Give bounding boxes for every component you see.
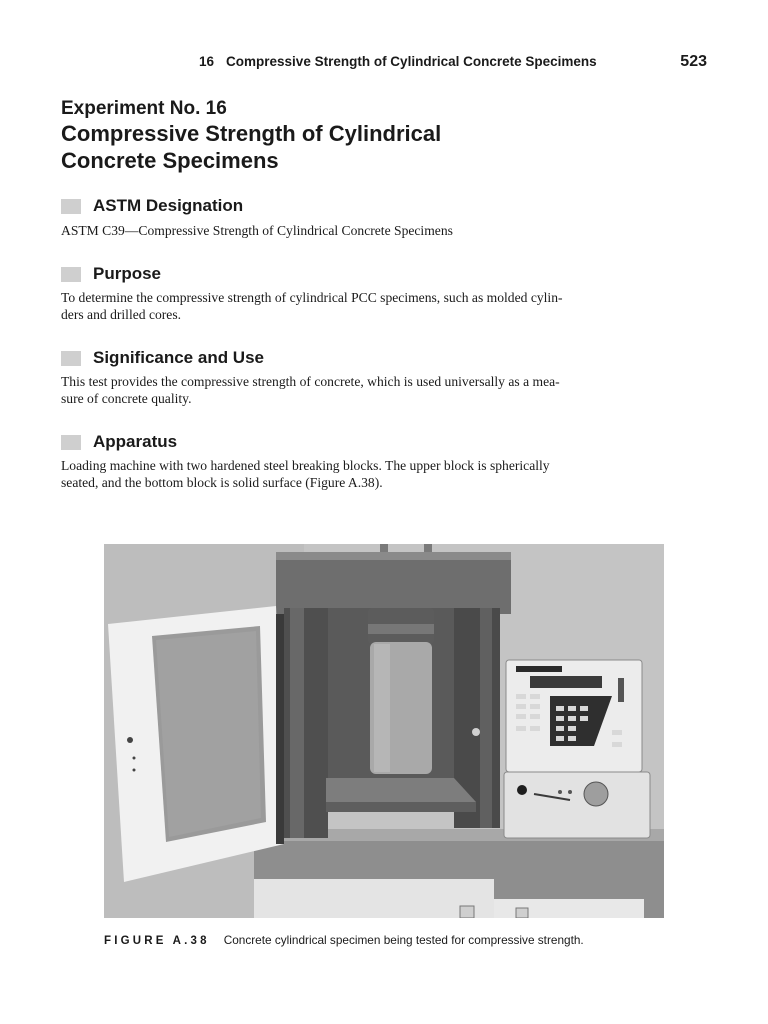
outlet-box (516, 908, 528, 918)
experiment-title (61, 120, 541, 174)
running-head (199, 53, 707, 71)
readout-brand-label (516, 666, 562, 672)
significance-text-line-1: This test provides the compressive strength of concrete, which is used universally as a mea- (61, 374, 560, 389)
experiment-label: Experiment No. 16 (61, 98, 227, 119)
experiment-title-line-2: Concrete Specimens (61, 148, 279, 173)
section-heading-label: Purpose (93, 264, 162, 283)
figure-caption (104, 933, 584, 947)
control-knob (517, 785, 527, 795)
section-heading-purpose (61, 264, 161, 284)
figure-label: FIGURE A.38 (104, 935, 210, 947)
lower-platen-edge (326, 802, 476, 812)
experiment-title-line-1: Compressive Strength of Cylindrical (61, 121, 442, 146)
column-left-highlight (290, 608, 304, 838)
section-heading-significance-and-use (61, 348, 264, 368)
astm-designation-text: ASTM C39—Compressive Strength of Cylindrical Concrete Specimens (61, 223, 453, 238)
section-marker (61, 267, 81, 282)
purpose-text-line-2: ders and drilled cores. (61, 307, 182, 322)
door-rivet (133, 757, 136, 760)
section-heading-label: ASTM Designation (93, 196, 244, 215)
significance-text-line-2: sure of concrete quality. (61, 391, 192, 406)
section-marker (61, 199, 81, 214)
section-heading-label: Apparatus (93, 432, 178, 451)
control-panel (504, 772, 650, 838)
chapter-number: 16 (199, 54, 215, 69)
pressure-gauge (584, 782, 608, 806)
compression-machine-illustration (104, 544, 664, 918)
column-bolt (472, 728, 480, 736)
upper-platen-ring (368, 624, 434, 634)
mesh-texture (156, 631, 261, 837)
section-heading-astm-designation (61, 196, 243, 216)
machine-crosshead (276, 552, 511, 614)
apparatus-text (61, 457, 707, 491)
cylinder-highlight (374, 644, 390, 772)
section-heading-label: Significance and Use (93, 348, 264, 367)
apparatus-text-line-1: Loading machine with two hardened steel breaking blocks. The upper block is spherically (61, 458, 550, 473)
purpose-text-line-1: To determine the compressive strength of cylindrical PCC specimens, such as molded cylin- (61, 290, 563, 305)
door-hinge-shadow (276, 614, 284, 844)
column-right-highlight (480, 608, 492, 828)
outlet-box (460, 906, 474, 918)
lower-platen (326, 778, 476, 806)
crosshead-highlight (276, 552, 511, 560)
door-latch (127, 737, 133, 743)
chapter-title: Compressive Strength of Cylindrical Concrete Specimens (226, 54, 597, 69)
page-number: 523 (680, 53, 707, 70)
control-indicator (568, 790, 572, 794)
readout-indicator (618, 678, 624, 702)
figure-caption-text: Concrete cylindrical specimen being tested for compressive strength. (223, 933, 584, 947)
figure-photo-compression-machine (104, 544, 664, 918)
readout-display (530, 676, 602, 688)
purpose-text (61, 289, 707, 323)
door-rivet (133, 769, 136, 772)
significance-text (61, 373, 707, 407)
section-heading-apparatus (61, 432, 177, 452)
bench-cabinet-front (254, 879, 494, 918)
running-head-title (199, 54, 597, 69)
apparatus-text-line-2: seated, and the bottom block is solid surface (Figure A.38). (61, 475, 383, 490)
control-indicator (558, 790, 562, 794)
section-marker (61, 435, 81, 450)
section-marker (61, 351, 81, 366)
